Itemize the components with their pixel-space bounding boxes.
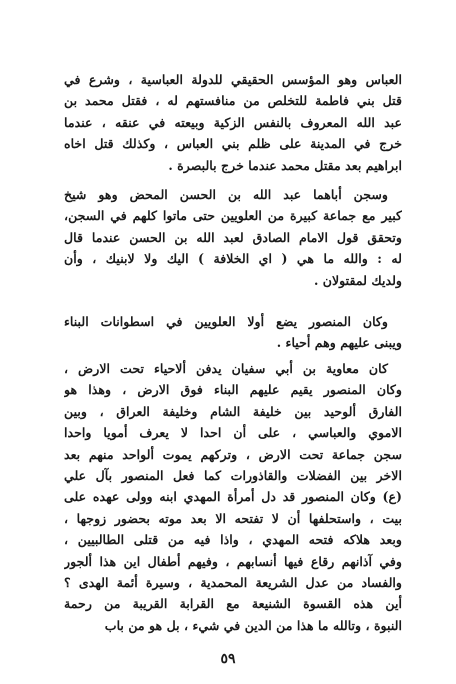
text-line: وكان المنصور يقيم عليهم البناء فوق الارض ، وهذا هو: [64, 382, 402, 398]
text-line: ابراهيم بعد مقتل محمد عندما خرج بالبصرة .: [168, 157, 402, 173]
text-line: وكان المنصور يضع أولا العلويين في اسطوانات البناء: [64, 314, 388, 329]
text-line: الاموي والعباسي ، على أن احدا لا يعرف أمويا واحدا: [64, 425, 402, 441]
page-number: ٥٩: [220, 651, 236, 667]
text-line: ويبنى عليهم وهم أحياء .: [276, 335, 402, 351]
text-line: خرج في المدينة على ظلم بني العباس ، وكذلك قتل اخاه: [64, 136, 402, 152]
paragraph-2: [64, 184, 402, 291]
text-line: بيت ، واستحلفها أن لا تفتحه الا بعد موته بحضور زوجها ،: [64, 510, 402, 526]
text-line: أين هذه القسوة الشنيعة مع القرابة القريبة من رحمة: [64, 596, 402, 612]
text-line: ولديك لمقتولان .: [313, 272, 402, 288]
text-line: (ع) وكان المنصور قد دل أمرأة المهدي ابنه وولى عهده على: [64, 489, 402, 505]
text-line: عبد الله المعروف بالنفس الزكية وبيعته في عنقه ، عندما: [64, 114, 402, 130]
paragraph-1: [64, 69, 402, 176]
paragraph-3: [64, 311, 402, 354]
text-line: كان معاوية بن أبي سفيان يدفن ألاحياء تحت الارض ،: [64, 361, 388, 376]
text-line: وتحقق قول الامام الصادق لعبد الله بن الحسن عندما قال: [64, 229, 402, 245]
text-line: له : والله ما هي ( اي الخلافة ) اليك ولا لابنيك ، وأن: [64, 251, 402, 267]
text-line: سجن جماعة تحت الارض ، وتركهم يموت ألواحد منهم بعد: [64, 446, 402, 462]
text-line: الاخر بين الفضلات والقاذورات كما فعل المنصور بآل علي: [64, 468, 402, 484]
paragraph-4: [64, 358, 402, 636]
text-line: وسجن أباهما عبد الله بن الحسن المحض وهو شيخ: [64, 187, 388, 202]
text-line: العباس وهو المؤسس الحقيقي للدولة العباسية ، وشرع في: [64, 72, 402, 87]
text-line: النبوة ، وتالله ما هذا من الدين في شيء ، بل هو من باب: [104, 617, 402, 633]
text-line: وفي آذانهم رقاع فيها أنسابهم ، وفيهم أطفال اين هذا ألجور: [64, 553, 402, 569]
text-line: كبير مع جماعة كبيرة من العلويين حتى ماتوا كلهم في السجن،: [64, 208, 402, 224]
text-line: وبعد هلاكه فتحه المهدي ، واذا فيه من قتلى الطالبيين ،: [64, 532, 402, 548]
text-line: الفارق ألوحيد بين خليفة الشام وخليفة العراق ، وبين: [64, 403, 402, 419]
text-line: قتل بني فاطمة للتخلص من منافستهم له ، فقتل محمد بن: [64, 93, 402, 109]
text-line: والفساد من عدل الشريعة المحمدية ، وسيرة أئمة الهدى ؟: [64, 575, 402, 591]
